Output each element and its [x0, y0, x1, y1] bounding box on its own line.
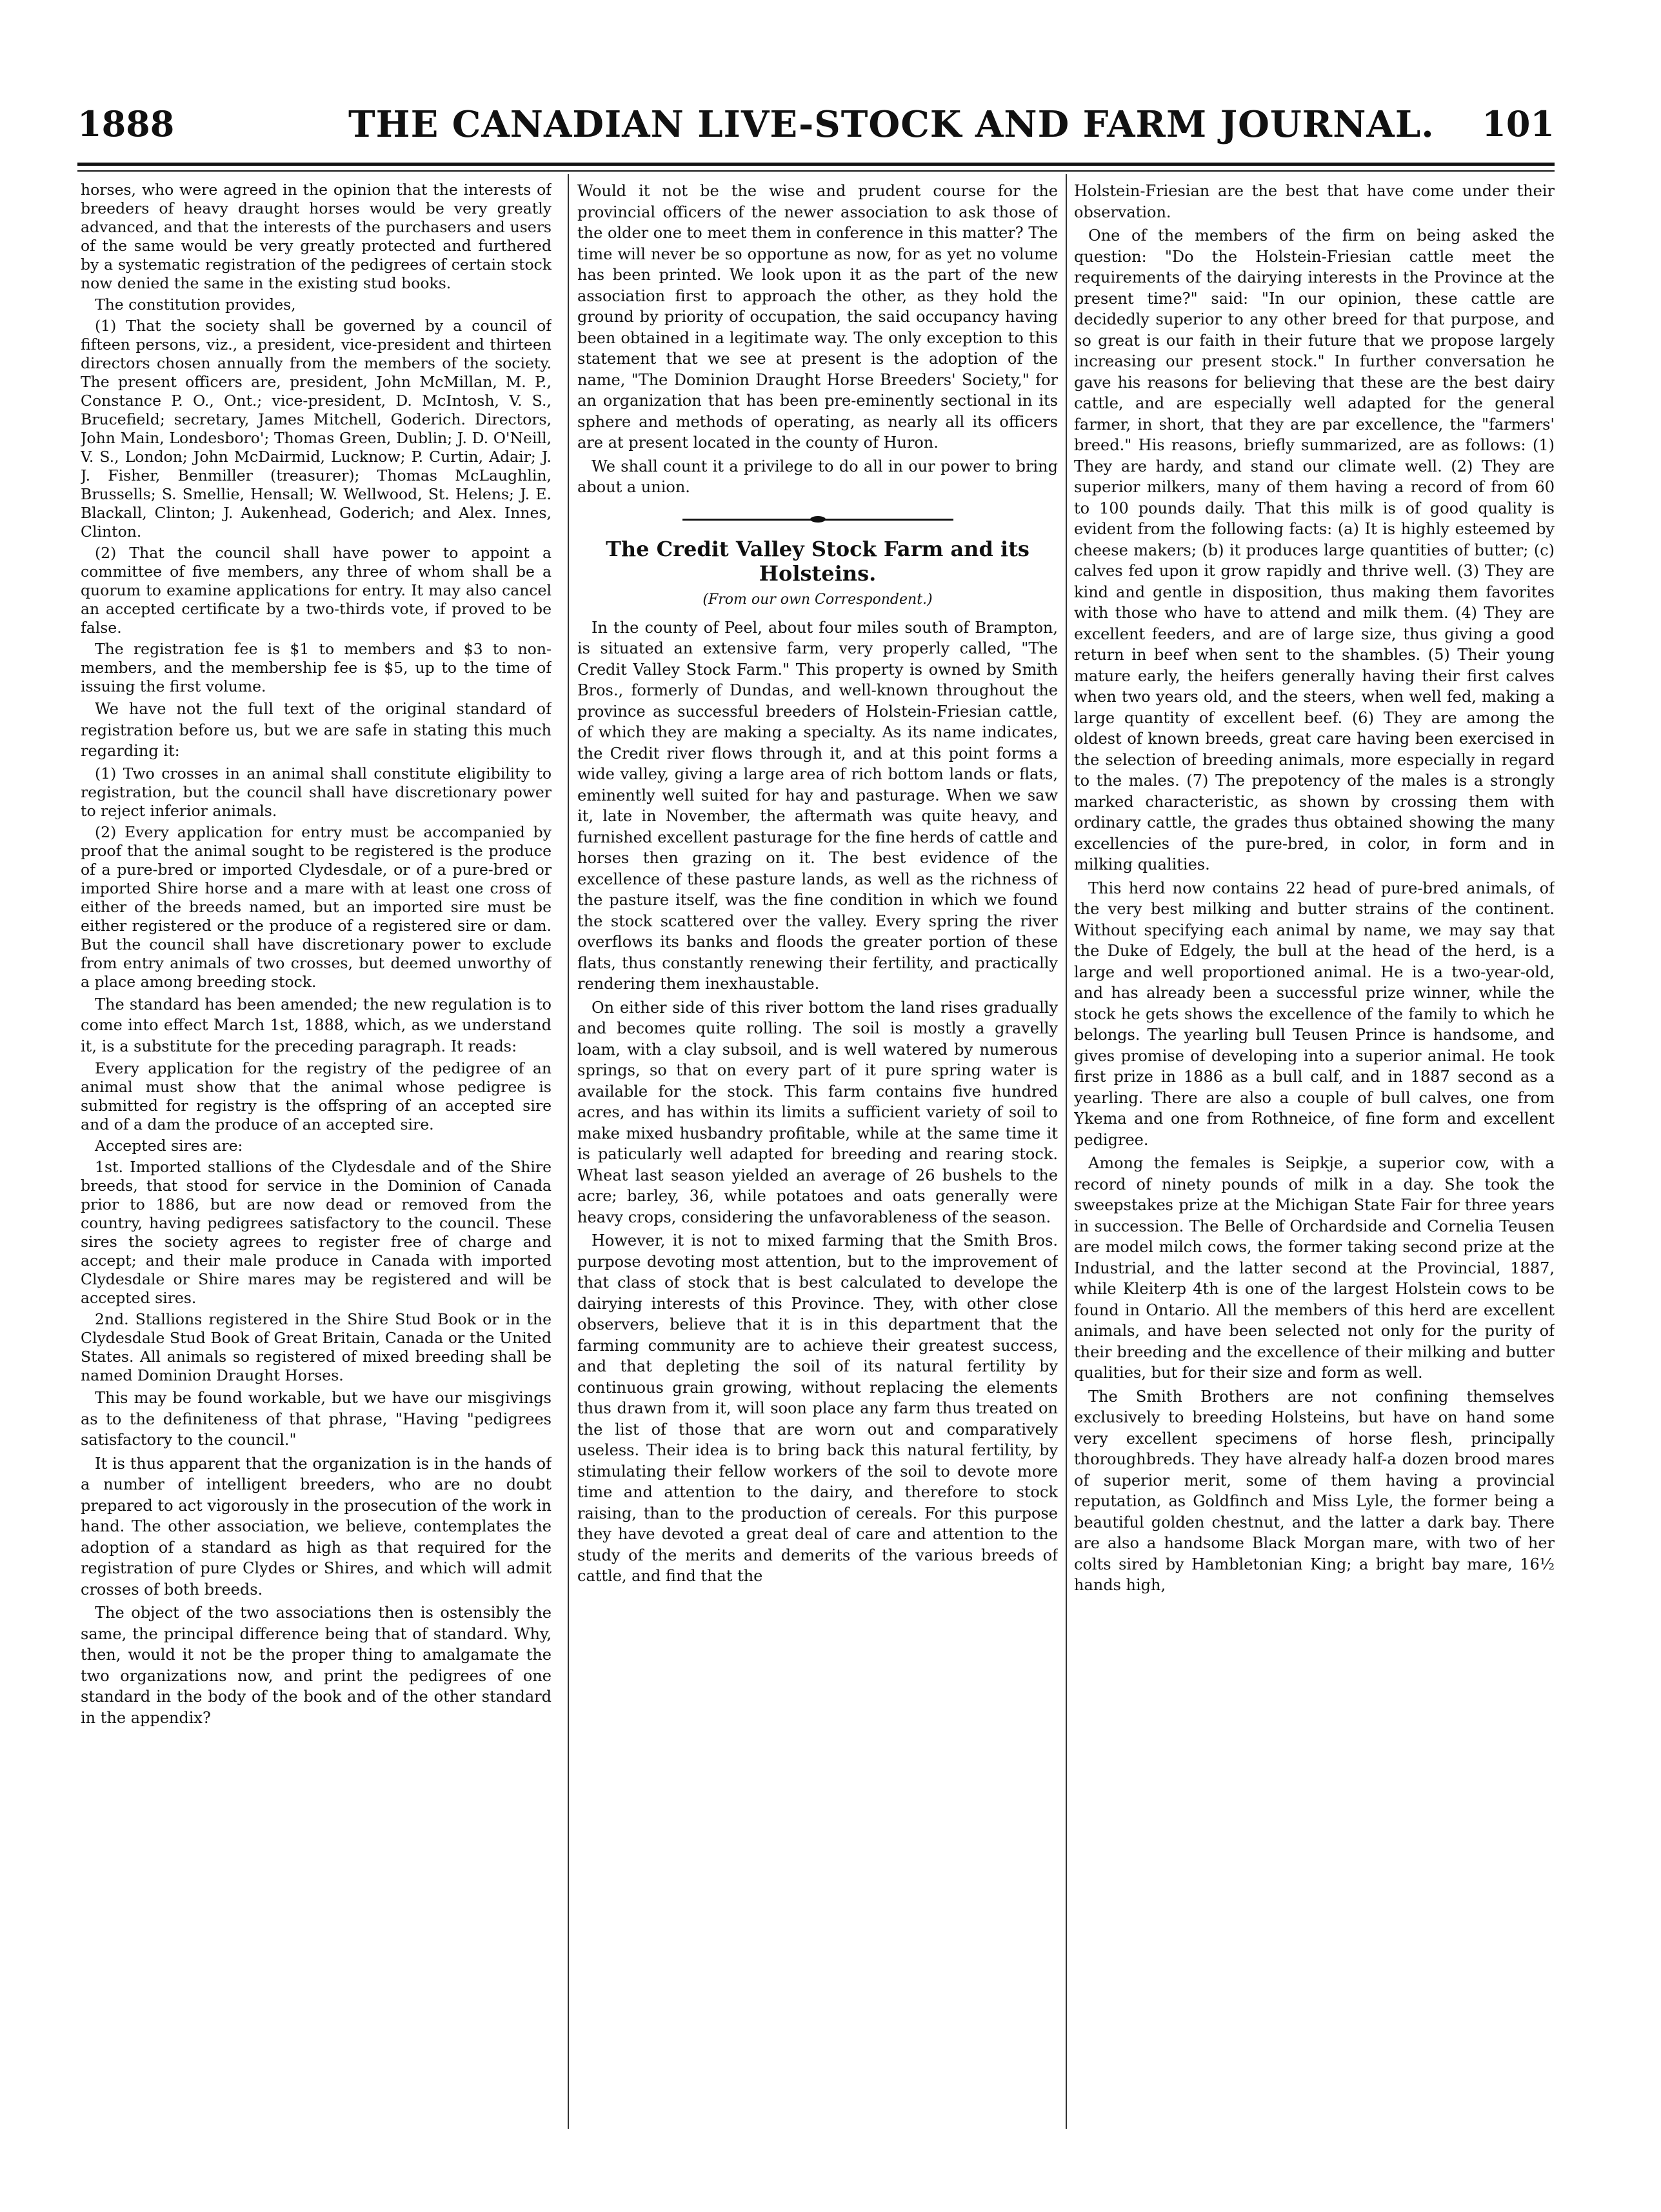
column-divider	[1066, 174, 1067, 2129]
paragraph: We shall count it a privilege to do all in our power to bring about a union.	[577, 457, 1058, 496]
paragraph: We have not the full text of the original standard of registration before us, but we are safe in stating this much regarding it:	[81, 700, 552, 760]
paragraph: It is thus apparent that the organization is in the hands of a number of intelligent breeders, who are no doubt prepared to act vigorously in the prosecution of the work in hand. The other association, we believe, contemplates the adoption of a standard as high as that required for the registration of pure Clydes or Shires, and which will admit crosses of both breeds.	[81, 1454, 552, 1599]
column-1	[81, 181, 552, 2122]
header-rule-thick	[77, 163, 1555, 166]
paragraph: (1) Two crosses in an animal shall constitute eligibility to registration, but the council shall have discretionary power to reject inferior animals.	[81, 764, 552, 820]
paragraph: Holstein-Friesian are the best that have come under their observation.	[1074, 182, 1555, 221]
column-3	[1074, 181, 1555, 2122]
page-year: 1888	[77, 103, 175, 144]
paragraph: (1) That the society shall be governed by a council of fifteen persons, viz., a president, vice-president and thirteen directors chosen annually from the members of the society. The present officers are, president, John McMillan, M. P., Constance P. O., Ont.; vice-president, D. McIntosh, V. S., Brucefield; secretary, James Mitchell, Goderich. Directors, John Main, Londesboro'; Thomas Green, Dublin; J. D. O'Neill, V. S., London; John McDairmid, Lucknow; P. Curtin, Adair; J. J. Fisher, Benmiller (treasurer); Thomas McLaughlin, Brussells; S. Smellie, Hensall; W. Wellwood, St. Helens; J. E. Blackall, Clinton; J. Aukenhead, Goderich; and Alex. Innes, Clinton.	[81, 317, 552, 541]
article-heading: The Credit Valley Stock Farm and its Holsteins.	[606, 537, 1029, 586]
paragraph: 2nd. Stallions registered in the Shire Stud Book or in the Clydesdale Stud Book of Great Britain, Canada or the United States. All animals so registered of mixed breeding shall be named Dominion Draught Horses.	[81, 1310, 552, 1384]
paragraph: However, it is not to mixed farming that the Smith Bros. purpose devoting most attention, but to the improvement of that class of stock that is best calculated to develope the dairying interests of this Province. They, with other close observers, believe that it is in this department that the farming community are to achieve their greatest success, and that depleting the soil of its natural fertility by continuous grain growing, without replacing the elements thus drawn from it, will soon place any farm thus treated on the list of those that are worn out and comparatively useless. Their idea is to bring back this natural fertility, by stimulating their fellow workers of the soil to devote more time and attention to the dairy, and therefore to stock raising, than to the production of cereals. For this purpose they have devoted a great deal of care and attention to the study of the merits and demerits of the various breeds of cattle, and find that the	[577, 1231, 1058, 1585]
paragraph: This may be found workable, but we have our misgivings as to the definiteness of that phrase, "Having "pedigrees satisfactory to the council."	[81, 1389, 552, 1449]
paragraph: In the county of Peel, about four miles south of Brampton, is situated an extensive farm, very properly called, "The Credit Valley Stock Farm." This property is owned by Smith Bros., formerly of Dundas, and well-known throughout the province as successful breeders of Holstein-Friesian cattle, of which they are making a specialty. As its name indicates, the Credit river flows through it, and at this point forms a wide valley, giving a large area of rich bottom lands or flats, eminently well suited for hay and pasturage. When we saw it, late in November, the aftermath was quite heavy, and furnished excellent pasturage for the fine herds of cattle and horses then grazing on it. The best evidence of the excellence of these pasture lands, as well as the richness of the pasture itself, was the fine condition in which we found the stock scattered over the valley. Every spring the river overflows its banks and floods the greater portion of these flats, thus constantly renewing their fertility, and practically rendering them inexhaustable.	[577, 618, 1058, 993]
paragraph: The standard has been amended; the new regulation is to come into effect March 1st, 1888, which, as we understand it, is a substitute for the preceding paragraph. It reads:	[81, 995, 552, 1055]
page-number: 101	[1482, 103, 1555, 144]
header-rule-thin	[77, 170, 1555, 172]
paragraph: On either side of this river bottom the land rises gradually and becomes quite rolling. The soil is mostly a gravelly loam, with a clay subsoil, and is well watered by numerous springs, so that on every part of it pure spring water is available for the stock. This farm contains five hundred acres, and has within its limits a sufficient variety of soil to make mixed husbandry profitable, while at the same time it is paticularly well adapted for breeding and rearing stock. Wheat last season yielded an average of 26 bushels to the acre; barley, 36, while potatoes and oats generally were heavy crops, considering the unfavorableness of the season.	[577, 998, 1058, 1226]
article-byline: (From our own Correspondent.)	[702, 592, 933, 608]
paragraph: The Smith Brothers are not confining themselves exclusively to breeding Holsteins, but have on hand some very excellent specimens of horse flesh, principally thoroughbreds. They have already half-a dozen brood mares of superior merit, some of them having a provincial reputation, as Goldfinch and Miss Lyle, the former being a beautiful golden chestnut, and the latter a dark bay. There are also a handsome Black Morgan mare, with two of her colts sired by Hambletonian King; a bright bay mare, 16½ hands high,	[1074, 1387, 1555, 1594]
paragraph: horses, who were agreed in the opinion that the interests of breeders of heavy draught horses would be very greatly advanced, and that the interests of the purchasers and users of the same would be very greatly protected and furthered by a systematic registration of the pedigrees of certain stock now denied the same in the existing stud books.	[81, 181, 552, 292]
paragraph: Accepted sires are:	[95, 1137, 243, 1155]
paragraph: Every application for the registry of the pedigree of an animal must show that the animal whose pedigree is submitted for registry is the offspring of an accepted sire and of a dam the produce of an accepted sire.	[81, 1059, 552, 1133]
paragraph: The constitution provides,	[95, 295, 296, 314]
paragraph: The object of the two associations then is ostensibly the same, the principal difference being that of standard. Why, then, would it not be the proper thing to amalgamate the two organizations now, and print the pedigrees of one standard in the body of the book and of the other standard in the appendix?	[81, 1604, 552, 1727]
paragraph: The registration fee is $1 to members and $3 to non-members, and the membership fee is $5, up to the time of issuing the first volume.	[81, 640, 552, 695]
page-header	[77, 103, 1555, 155]
paragraph: (2) That the council shall have power to appoint a committee of five members, any three of whom shall be a quorum to examine applications for entry. It may also cancel an accepted certificate by a two-thirds vote, if proved to be false.	[81, 544, 552, 637]
paragraph: (2) Every application for entry must be accompanied by proof that the animal sought to be registered is the produce of a pure-bred or imported Clydesdale, or of a pure-bred or imported Shire horse and a mare with at least one cross of either of the breeds named, but an imported sire must be either registered or the produce of a registered sire or dam. But the council shall have discretionary power to exclude from entry animals of two crosses, but deemed unworthy of a place among breeding stock.	[81, 822, 552, 991]
paragraph: 1st. Imported stallions of the Clydesdale and of the Shire breeds, that stood for service in the Dominion of Canada prior to 1886, but are now dead or removed from the country, having pedigrees satisfactory to the council. These sires the society agrees to register free of charge and accept; and their male produce in Canada with imported Clydesdale or Shire mares may be registered and will be accepted sires.	[81, 1158, 552, 1307]
paragraph: Would it not be the wise and prudent course for the provincial officers of the newer association to ask those of the older one to meet them in conference in this matter? The time will never be so opportune as now, for as yet no volume has been printed. We look upon it as the part of the new association first to approach the other, as they hold the ground by priority of occupation, the said occupancy having been obtained in a legitimate way. The only exception to this statement that we see at present is the adoption of the name, "The Dominion Draught Horse Breeders' Society," for an organization that has been pre-eminently sectional in its sphere and methods of operating, as nearly all its officers are at present located in the county of Huron.	[577, 182, 1058, 452]
column-divider	[568, 174, 569, 2129]
paragraph: Among the females is Seipkje, a superior cow, with a record of ninety pounds of milk in a day. She took the sweepstakes prize at the Michigan State Fair for three years in succession. The Belle of Orchardside and Cornelia Teusen are model milch cows, the former taking second prize at the Industrial, and the latter second at the Provincial, 1887, while Kleiterp 4th is one of the largest Holstein cows to be found in Ontario. All the members of this herd are excellent animals, and have been selected not only for the purity of their breeding and the excellence of their milking and butter qualities, but for their size and form as well.	[1074, 1154, 1555, 1382]
paragraph: This herd now contains 22 head of pure-bred animals, of the very best milking and butter strains of the continent. Without specifying each animal by name, we may say that the Duke of Edgely, the bull at the head of the herd, is a large and well proportioned animal. He is a two-year-old, and has already been a successful prize winner, while the stock he gets shows the excellence of the family to which he belongs. The yearling bull Teusen Prince is handsome, and gives promise of developing into a superior animal. He took first prize in 1886 as a bull calf, and in 1887 second as a yearling. There are also a couple of bull calves, one from Ykema and one from Rothneice, of fine form and excellent pedigree.	[1074, 879, 1555, 1149]
paragraph: One of the members of the firm on being asked the question: "Do the Holstein-Friesian cattle meet the requirements of the dairying interests in the Province at the present time?" said: "In our opinion, these cattle are decidedly superior to any other breed for that purpose, and so great is our faith in their future that we propose largely increasing our present stock." In further conversation he gave his reasons for believing that these are the best dairy cattle, and are especially well adapted for the general farmer, in short, that they are par excellence, the "farmers' breed." His reasons, briefly summarized, are as follows: (1) They are hardy, and stand our climate well. (2) They are superior milkers, many of them having a record of from 60 to 100 pounds daily. That this milk is of good quality is evident from the following facts: (a) It is highly esteemed by cheese makers; (b) it produces large quantities of butter; (c) calves fed upon it grow rapidly and thrive well. (3) They are kind and gentle in disposition, thus making them favorites with those who have to attend and milk them. (4) They are excellent feeders, and are of large size, thus giving a good return in beef when sent to the shambles. (5) Their young mature early, the heifers generally having their first calves when two years old, and the steers, when well fed, making a large quantity of excellent beef. (6) They are among the oldest of known breeds, great care having been exercised in the selection of breeding animals, more especially in regard to the males. (7) The prepotency of the males is a strongly marked characteristic, as shown by crossing them with ordinary cattle, the grades thus obtained showing the many excellencies of the pure-bred, in color, in form and in milking qualities.	[1074, 226, 1555, 873]
journal-title: THE CANADIAN LIVE-STOCK AND FARM JOURNAL.	[348, 103, 1435, 146]
column-2	[577, 181, 1058, 2122]
section-ornament	[577, 508, 1058, 530]
